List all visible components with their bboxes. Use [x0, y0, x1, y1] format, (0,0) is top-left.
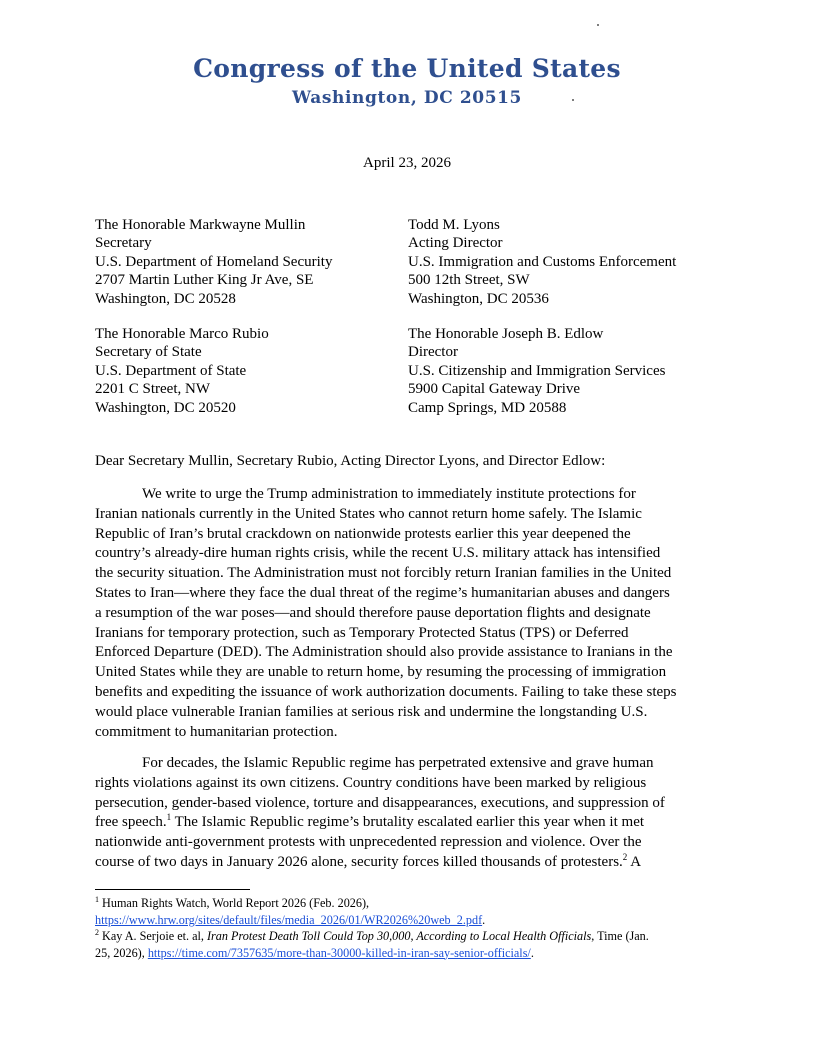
paragraph-line: Iranian nationals currently in the United States who cannot return home safely. The Islamic	[95, 505, 642, 522]
paragraph-line: United States while they are unable to return home, by resuming the processing of immigration	[95, 664, 667, 681]
address-line: The Honorable Markwayne Mullin	[95, 217, 306, 233]
footnote-text: Human Rights Watch, World Report 2026 (Feb. 2026),	[99, 896, 370, 910]
address-line: 500 12th Street, SW	[408, 272, 530, 289]
footnote-separator	[95, 889, 250, 890]
footnote-text: , Time (Jan.	[591, 929, 649, 943]
letterhead-city: Washington, DC 20515	[292, 88, 522, 108]
address-line: Acting Director	[408, 235, 503, 252]
paragraph-line: We write to urge the Trump administration to immediately institute protections for	[142, 486, 636, 502]
paragraph-line: Iranians for temporary protection, such as Temporary Protected Status (TPS) or Deferred	[95, 624, 629, 641]
recipient-block-lyons	[408, 216, 676, 308]
paragraph-line: rights violations against its own citizens. Country conditions have been marked by religious	[95, 774, 647, 791]
scan-speck	[597, 24, 599, 26]
body-paragraph-1	[95, 485, 721, 742]
line-text: course of two days in January 2026 alone, security forces killed thousands of protesters.	[95, 853, 623, 870]
paragraph-line: country’s already-dire human rights crisis, while the recent U.S. military attack has intensified	[95, 545, 661, 562]
footnote-1-link-line	[95, 912, 735, 929]
paragraph-line: commitment to humanitarian protection.	[95, 723, 338, 740]
footnote-number: 2	[95, 928, 99, 937]
footnote-text: .	[530, 945, 534, 960]
address-line: Secretary	[95, 235, 152, 252]
line-text: The Islamic Republic regime’s brutality escalated earlier this year when it met	[171, 814, 645, 831]
footnote-2-link[interactable]: https://time.com/7357635/more-than-30000-killed-in-iran-say-senior-officials/	[147, 945, 531, 960]
letterhead-title: Congress of the United States	[193, 54, 621, 83]
footnote-2	[95, 928, 735, 945]
address-line: Camp Springs, MD 20588	[408, 399, 567, 416]
recipient-block-mullin	[95, 216, 332, 308]
paragraph-line: would place vulnerable Iranian families at serious risk and undermine the longstanding U.S.	[95, 703, 648, 720]
address-line: U.S. Department of State	[95, 362, 247, 379]
scan-speck	[572, 99, 574, 101]
paragraph-line: States to Iran—where they face the dual threat of the regime’s humanitarian abuses and dangers	[95, 584, 670, 601]
address-line: The Honorable Marco Rubio	[95, 326, 269, 342]
footnotes	[95, 895, 735, 961]
letter-date: April 23, 2026	[363, 155, 451, 171]
paragraph-line	[95, 813, 721, 833]
footnote-text: Kay A. Serjoie et. al,	[99, 929, 207, 943]
paragraph-line: Republic of Iran’s brutal crackdown on nationwide protests earlier this year deepened the	[95, 525, 631, 542]
address-line: U.S. Citizenship and Immigration Services	[408, 362, 666, 379]
line-text: free speech.	[95, 814, 167, 831]
address-line: Secretary of State	[95, 344, 202, 361]
footnote-text: .	[482, 912, 486, 927]
paragraph-line: Enforced Departure (DED). The Administration should also provide assistance to Iranians in the	[95, 644, 673, 661]
line-text: A	[627, 853, 642, 870]
address-line: U.S. Department of Homeland Security	[95, 253, 333, 270]
footnote-ref-1[interactable]: 1	[166, 812, 172, 823]
footnote-article-title: Iran Protest Death Toll Could Top 30,000, According to Local Health Officials	[206, 929, 592, 943]
footnote-text: 25, 2026),	[95, 945, 148, 960]
recipient-block-edlow	[408, 325, 665, 417]
salutation: Dear Secretary Mullin, Secretary Rubio, Acting Director Lyons, and Director Edlow:	[95, 453, 606, 469]
address-line: Director	[408, 344, 458, 361]
footnote-number: 1	[95, 895, 99, 904]
paragraph-line: the security situation. The Administration must not forcibly return Iranian families in the United	[95, 565, 672, 582]
paragraph-line: nationwide anti-government protests with unprecedented repression and violence. Over the	[95, 834, 642, 851]
footnote-2-link-line	[95, 945, 735, 962]
body-paragraph-2	[95, 754, 721, 873]
paragraph-line	[95, 853, 721, 873]
address-line: 2201 C Street, NW	[95, 381, 210, 398]
footnote-1	[95, 895, 735, 912]
paragraph-line: a resumption of the war poses—and should therefore pause deportation flights and designate	[95, 604, 651, 621]
footnote-ref-2[interactable]: 2	[622, 851, 628, 862]
address-line: Washington, DC 20528	[95, 290, 236, 307]
address-line: The Honorable Joseph B. Edlow	[408, 326, 604, 342]
paragraph-line: persecution, gender-based violence, torture and disappearances, executions, and suppression of	[95, 794, 665, 811]
footnote-1-link[interactable]: https://www.hrw.org/sites/default/files/media_2026/01/WR2026%20web_2.pdf	[95, 912, 483, 927]
address-line: 5900 Capital Gateway Drive	[408, 381, 581, 398]
address-line: Washington, DC 20520	[95, 399, 236, 416]
recipient-block-rubio	[95, 325, 269, 417]
address-line: Todd M. Lyons	[408, 217, 500, 233]
paragraph-line: benefits and expediting the issuance of work authorization documents. Failing to take these steps	[95, 683, 677, 700]
address-line: U.S. Immigration and Customs Enforcement	[408, 253, 677, 270]
address-line: 2707 Martin Luther King Jr Ave, SE	[95, 272, 314, 289]
paragraph-line: For decades, the Islamic Republic regime has perpetrated extensive and grave human	[142, 755, 654, 771]
address-line: Washington, DC 20536	[408, 290, 549, 307]
